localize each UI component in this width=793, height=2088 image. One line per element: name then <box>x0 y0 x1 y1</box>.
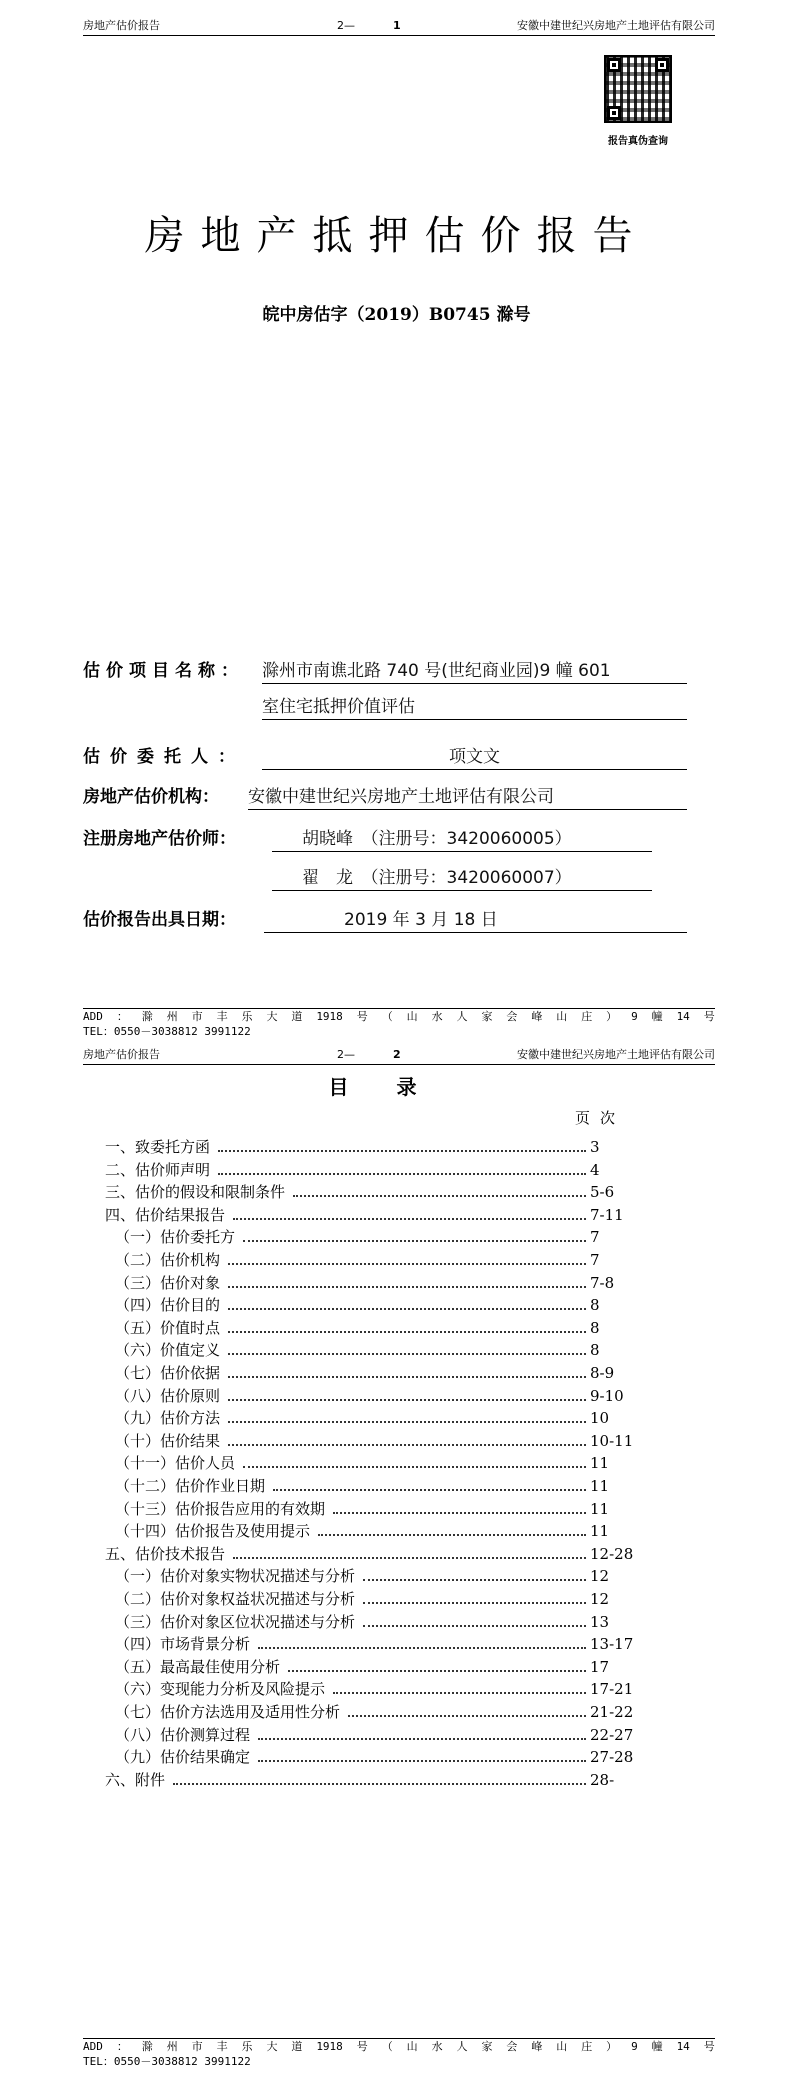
footer-address-part: （ <box>381 1010 393 1023</box>
footer-address-part: 峰 <box>531 1010 543 1023</box>
toc-entry-title: （四）估价目的 <box>115 1296 221 1315</box>
toc-title: 目录 <box>328 1075 465 1099</box>
page-footer <box>83 2038 715 2069</box>
toc-entry-page: 8 <box>590 1341 600 1360</box>
toc-entry-title: （八）估价测算过程 <box>115 1725 251 1744</box>
toc-entry-page: 5-6 <box>590 1183 615 1202</box>
toc-entry-page: 27-28 <box>590 1748 634 1767</box>
toc-entry-title: 二、估价师声明 <box>105 1160 211 1179</box>
footer-address-part: 幢 <box>651 1010 663 1023</box>
project-value-line2: 室住宅抵押价值评估 <box>262 695 687 720</box>
footer-address-part: 市 <box>191 2040 203 2053</box>
toc-entry-title: （五）最高最佳使用分析 <box>115 1657 281 1676</box>
toc-entry-title: （七）估价依据 <box>115 1364 221 1382</box>
qr-caption: 报告真伪查询 <box>608 136 668 147</box>
footer-address-part: 庄 <box>581 2040 593 2053</box>
toc-entry-title: （九）估价结果确定 <box>115 1748 251 1767</box>
toc-entry-title: （八）估价原则 <box>115 1386 221 1405</box>
toc-leader-dots <box>258 1633 586 1649</box>
toc-leader-dots <box>363 1588 586 1604</box>
toc-entry-title: 五、估价技术报告 <box>105 1544 226 1563</box>
toc-entry-title: （九）估价方法 <box>115 1409 221 1428</box>
header-section-marker: 2— <box>337 1048 355 1061</box>
toc-leader-dots <box>218 1136 586 1152</box>
toc-leader-dots <box>293 1181 586 1197</box>
footer-address-part: 14 <box>676 2040 690 2053</box>
footer-address-part: 滁 <box>141 2040 153 2053</box>
toc-leader-dots <box>243 1226 586 1242</box>
footer-address-part: 1918 <box>316 2040 343 2053</box>
footer-address-part: 号 <box>356 1010 368 1023</box>
footer-address-part: 号 <box>703 2040 715 2053</box>
page-header <box>83 1047 715 1065</box>
document-number: 皖中房估字（2019）B0745 滁号 <box>262 305 531 325</box>
toc-leader-dots <box>258 1746 586 1762</box>
toc-entry-title: （十三）估价报告应用的有效期 <box>115 1499 326 1518</box>
page-column-label: 页次 <box>575 1109 626 1127</box>
toc-entry-title: 六、附件 <box>105 1770 166 1789</box>
toc-entry-title: （十一）估价人员 <box>115 1454 236 1473</box>
project-value-line1: 滁州市南谯北路 740 号(世纪商业园)9 幢 601 <box>262 659 687 684</box>
toc-leader-dots <box>228 1249 586 1265</box>
project-label: 估价项目名称： <box>83 661 244 681</box>
footer-address-part: 水 <box>431 1010 443 1023</box>
header-page-number: 1 <box>393 19 401 32</box>
toc-entry-page: 7 <box>590 1251 600 1269</box>
toc-entry-page: 3 <box>590 1138 600 1156</box>
footer-address-part: 9 <box>631 2040 638 2053</box>
toc-leader-dots <box>333 1678 586 1694</box>
toc-entry-title: 四、估价结果报告 <box>105 1205 226 1224</box>
footer-address-part: 峰 <box>531 2040 543 2053</box>
toc-entry-title: （六）变现能力分析及风险提示 <box>115 1680 326 1699</box>
toc-leader-dots <box>228 1339 586 1355</box>
toc-entry-page: 11 <box>590 1522 610 1541</box>
footer-phone: TEL：0550－3038812 3991122 <box>83 1025 251 1038</box>
toc-entry-title: （二）估价对象权益状况描述与分析 <box>115 1590 356 1608</box>
footer-phone: TEL：0550－3038812 3991122 <box>83 2055 251 2068</box>
agency-label: 房地产估价机构： <box>83 787 219 807</box>
toc-entry-page: 11 <box>590 1477 610 1495</box>
toc-entry-page: 7 <box>590 1228 600 1247</box>
footer-address-part: ADD <box>83 1010 103 1023</box>
footer-address-part: 山 <box>556 1010 568 1023</box>
appraiser-1: 胡晓峰 （注册号：3420060005） <box>272 827 652 852</box>
toc-leader-dots <box>228 1294 586 1310</box>
toc-entry-title: （六）价值定义 <box>115 1341 221 1360</box>
toc-entry-page: 10-11 <box>590 1431 634 1450</box>
header-report-name: 房地产估价报告 <box>83 19 160 32</box>
toc-leader-dots <box>273 1475 586 1491</box>
footer-address-part: 乐 <box>241 1010 253 1023</box>
toc-entry-page: 8-9 <box>590 1364 615 1382</box>
footer-address-part: 会 <box>506 2040 518 2053</box>
footer-address-part: ） <box>606 1010 618 1023</box>
header-page-number: 2 <box>393 1048 401 1061</box>
toc-entry-title: 三、估价的假设和限制条件 <box>105 1183 286 1202</box>
footer-address-part: 水 <box>431 2040 443 2053</box>
toc-entry-page: 12 <box>590 1590 610 1608</box>
report-title: 房地产抵押估价报告 <box>144 213 649 259</box>
toc-leader-dots <box>363 1611 586 1627</box>
toc-leader-dots <box>173 1769 586 1785</box>
toc-leader-dots <box>228 1317 586 1333</box>
toc-entry-title: （一）估价委托方 <box>115 1228 236 1247</box>
footer-address-part: 滁 <box>141 1010 153 1023</box>
footer-address-part: 山 <box>556 2040 568 2053</box>
toc-leader-dots <box>233 1543 586 1559</box>
toc-entry-page: 13 <box>590 1612 610 1631</box>
footer-address-part: 庄 <box>581 1010 593 1023</box>
toc-leader-dots <box>228 1385 586 1401</box>
toc-entry-page: 11 <box>590 1454 610 1473</box>
toc-entry-title: （一）估价对象实物状况描述与分析 <box>115 1567 356 1586</box>
toc-entry-page: 11 <box>590 1499 610 1518</box>
footer-address-part: 号 <box>356 2040 368 2053</box>
toc-leader-dots <box>258 1724 586 1740</box>
toc-entry-title: （十四）估价报告及使用提示 <box>115 1522 311 1541</box>
toc-leader-dots <box>288 1656 586 1672</box>
footer-address-part: （ <box>381 2040 393 2053</box>
footer-address-part: 9 <box>631 1010 638 1023</box>
appraiser-2: 翟 龙 （注册号：3420060007） <box>272 866 652 891</box>
toc-entry-title: （五）价值时点 <box>115 1318 221 1337</box>
toc-entry-title: （十）估价结果 <box>115 1431 221 1450</box>
toc-entry-page: 4 <box>590 1160 600 1179</box>
client-label: 估价委托人： <box>83 747 245 767</box>
footer-address-part: 大 <box>266 1010 278 1023</box>
toc-entry-page: 7-8 <box>590 1273 615 1292</box>
client-value: 项文文 <box>262 745 687 770</box>
header-section-marker: 2— <box>337 19 355 32</box>
toc-leader-dots <box>363 1565 586 1581</box>
toc-entry-page: 8 <box>590 1296 600 1315</box>
report-date: 2019 年 3 月 18 日 <box>264 908 687 933</box>
header-company-name: 安徽中建世纪兴房地产土地评估有限公司 <box>517 1048 715 1061</box>
footer-address-part: ） <box>606 2040 618 2053</box>
toc-entry-page: 9-10 <box>590 1386 624 1405</box>
toc-entry-title: （三）估价对象 <box>115 1273 221 1292</box>
footer-address-part: ： <box>116 1010 128 1023</box>
footer-address-part: ADD <box>83 2040 103 2053</box>
footer-address-part: 山 <box>406 1010 418 1023</box>
toc-leader-dots <box>228 1407 586 1423</box>
footer-address <box>83 2039 715 2054</box>
footer-address-part: 会 <box>506 1010 518 1023</box>
footer-address-part: 州 <box>166 1010 178 1023</box>
agency-value: 安徽中建世纪兴房地产土地评估有限公司 <box>248 785 687 810</box>
header-report-name: 房地产估价报告 <box>83 1048 160 1061</box>
footer-address-part: 大 <box>266 2040 278 2053</box>
toc-entry-title: （二）估价机构 <box>115 1251 221 1269</box>
toc-entry-page: 22-27 <box>590 1725 634 1744</box>
toc-entry-page: 8 <box>590 1318 600 1337</box>
header-company-name: 安徽中建世纪兴房地产土地评估有限公司 <box>517 19 715 32</box>
footer-address-part: 州 <box>166 2040 178 2053</box>
toc-entry-page: 7-11 <box>590 1205 624 1224</box>
footer-address-part: 14 <box>676 1010 690 1023</box>
toc-entry-page: 17-21 <box>590 1680 634 1699</box>
footer-address-part: 丰 <box>216 1010 228 1023</box>
footer-address-part: 乐 <box>241 2040 253 2053</box>
toc-entry-title: （七）估价方法选用及适用性分析 <box>115 1703 341 1721</box>
footer-address-part: 丰 <box>216 2040 228 2053</box>
toc-entry-page: 10 <box>590 1409 610 1428</box>
toc-leader-dots <box>243 1452 586 1468</box>
toc-leader-dots <box>348 1701 586 1717</box>
toc-entry-title: （三）估价对象区位状况描述与分析 <box>115 1612 356 1631</box>
toc-entry-page: 17 <box>590 1657 610 1676</box>
footer-address-part: 山 <box>406 2040 418 2053</box>
toc-entry-page: 28- <box>590 1770 615 1789</box>
toc-entry[interactable] <box>0 1769 793 1797</box>
toc-leader-dots <box>318 1520 586 1536</box>
footer-address-part: 1918 <box>316 1010 343 1023</box>
date-label: 估价报告出具日期： <box>83 910 236 930</box>
footer-address-part: ： <box>116 2040 128 2053</box>
footer-address-part: 道 <box>291 1010 303 1023</box>
footer-address-part: 幢 <box>651 2040 663 2053</box>
footer-address-part: 道 <box>291 2040 303 2053</box>
footer-address-part: 家 <box>481 1010 493 1023</box>
toc-entry-page: 12 <box>590 1567 610 1586</box>
footer-address-part: 家 <box>481 2040 493 2053</box>
toc-leader-dots <box>233 1204 586 1220</box>
toc-entry-page: 21-22 <box>590 1703 634 1721</box>
footer-address-part: 人 <box>456 1010 468 1023</box>
footer-address-part: 市 <box>191 1010 203 1023</box>
toc-entry-page: 12-28 <box>590 1544 634 1563</box>
toc-entry-page: 13-17 <box>590 1635 634 1654</box>
toc-entry-title: （十二）估价作业日期 <box>115 1477 266 1495</box>
toc-entry-title: （四）市场背景分析 <box>115 1635 251 1654</box>
toc-leader-dots <box>228 1362 586 1378</box>
toc-leader-dots <box>218 1159 586 1175</box>
toc-leader-dots <box>228 1430 586 1446</box>
appraiser-label: 注册房地产估价师： <box>83 829 236 849</box>
footer-address-part: 人 <box>456 2040 468 2053</box>
footer-address-part: 号 <box>703 1010 715 1023</box>
toc-leader-dots <box>228 1272 586 1288</box>
toc-entry-title: 一、致委托方函 <box>105 1138 211 1156</box>
toc-leader-dots <box>333 1498 586 1514</box>
